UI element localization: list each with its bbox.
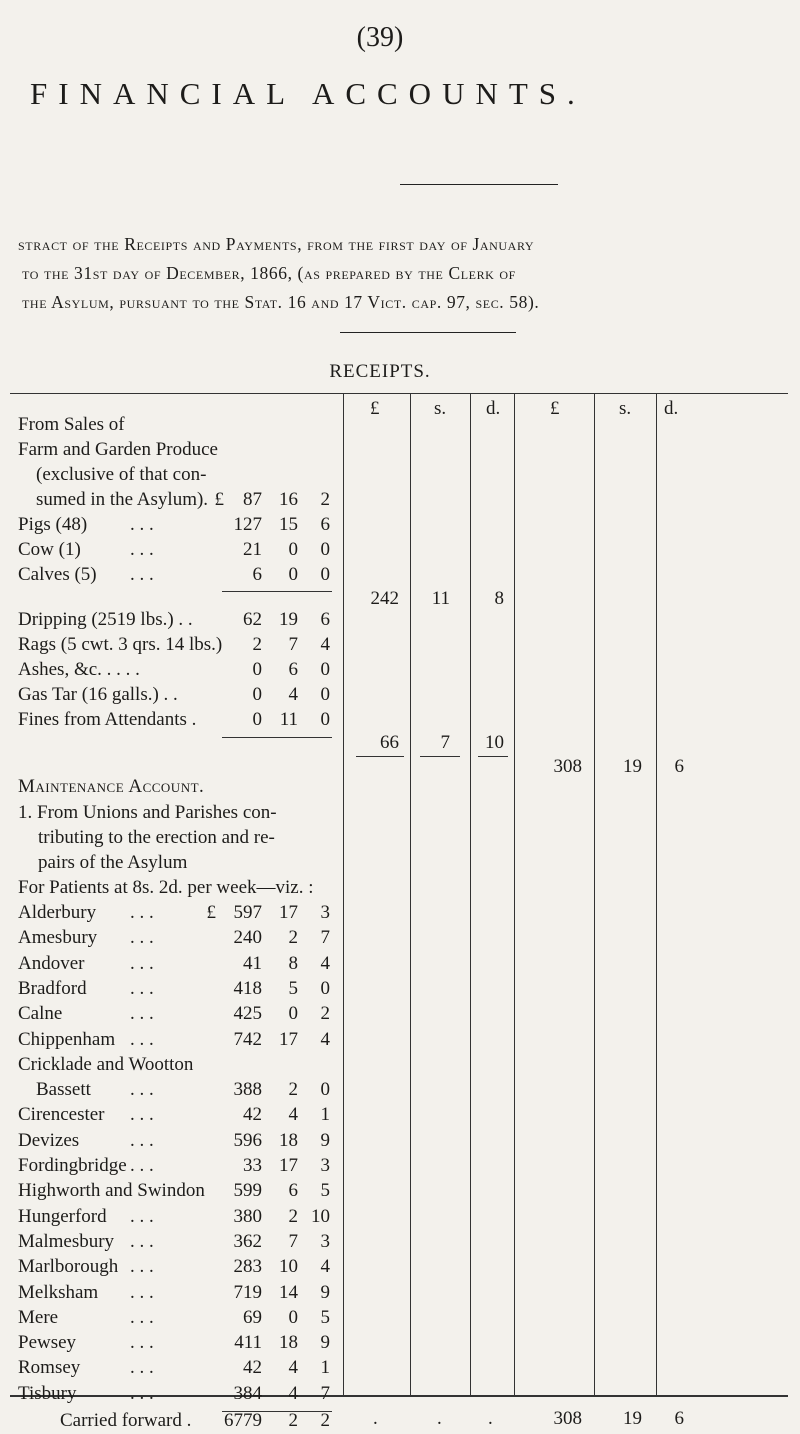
col-head-shillings: s. — [434, 398, 447, 419]
union-name: Alderbury — [18, 902, 97, 923]
carried-forward-mark: . — [488, 1408, 493, 1429]
union-pence: 3 — [320, 902, 330, 923]
union-shillings: 2 — [288, 927, 298, 949]
produce-total-pence: 8 — [494, 588, 504, 609]
subtotal-rule — [222, 591, 332, 592]
leader-dots: . . . — [130, 1129, 154, 1151]
intro-divider — [340, 332, 516, 333]
leader-dots: . . . — [130, 1155, 154, 1176]
sales-total-pence: 6 — [674, 756, 684, 777]
leader-dots: . . . — [130, 1003, 154, 1025]
union-row — [18, 1001, 348, 1027]
leader-dots: . . . — [130, 1104, 154, 1126]
union-shillings: 17 — [279, 1155, 298, 1176]
intro-line: the Asylum, pursuant to the Stat. 16 and 17 Vict. cap. 97, sec. 58). — [22, 292, 540, 312]
union-row — [18, 1027, 348, 1053]
union-row — [18, 1381, 348, 1407]
union-shillings: 8 — [288, 952, 298, 974]
union-pence: 3 — [320, 1155, 330, 1176]
carried-forward-total-pence: 6 — [674, 1408, 684, 1429]
union-shillings: 4 — [288, 1357, 298, 1379]
union-name: Fordingbridge — [18, 1155, 127, 1176]
misc-row: Rags (5 cwt. 3 qrs. 14 lbs.) 2 7 4 — [18, 634, 330, 655]
union-name: Tisbury — [18, 1382, 77, 1404]
union-row — [18, 1305, 348, 1331]
leader-dots: . . . — [130, 1028, 154, 1050]
union-pounds: 42 — [243, 1357, 262, 1379]
union-row — [18, 1153, 348, 1179]
col-head-shillings-total: s. — [619, 398, 632, 419]
union-shillings: 4 — [288, 1104, 298, 1126]
subtotal-rule — [356, 756, 404, 757]
union-name: Andover — [18, 952, 85, 974]
union-shillings: 17 — [279, 1028, 298, 1050]
union-shillings: 2 — [288, 1205, 298, 1227]
misc-row: Ashes, &c. . . . . 0 6 0 — [18, 659, 330, 680]
union-shillings: 0 — [288, 1003, 298, 1025]
union-shillings: 4 — [288, 1382, 298, 1404]
produce-row: Pigs (48) . . . 127 15 6 — [18, 514, 330, 535]
leader-dots: . . . — [130, 1332, 154, 1354]
leader-dots: . . . — [130, 902, 154, 923]
misc-row: Gas Tar (16 galls.) . . 0 4 0 — [18, 684, 330, 705]
union-row — [18, 1102, 348, 1128]
union-name: Calne — [18, 1003, 63, 1025]
union-row — [18, 1052, 348, 1078]
intro-paragraph — [18, 230, 539, 317]
union-shillings: 7 — [288, 1230, 298, 1252]
union-row — [18, 1204, 348, 1230]
sales-total-shillings: 19 — [623, 756, 642, 777]
union-pence: 7 — [320, 927, 330, 949]
leader-dots: . . . — [130, 1256, 154, 1278]
pound-sign: £ — [206, 902, 216, 923]
produce-row: Cow (1) . . . 21 0 0 — [18, 539, 330, 560]
union-row — [18, 900, 348, 926]
carried-forward-mark: . — [437, 1408, 442, 1429]
misc-total-shillings: 7 — [440, 732, 450, 753]
misc-row: Fines from Attendants . 0 11 0 — [18, 709, 330, 730]
column-rule — [594, 393, 595, 1395]
union-shillings: 10 — [279, 1256, 298, 1278]
union-name: Bassett — [36, 1079, 91, 1101]
union-row — [18, 925, 348, 951]
union-pence: 2 — [320, 1003, 330, 1025]
column-rule — [470, 393, 471, 1395]
union-name: Pewsey — [18, 1332, 77, 1354]
union-pence: 5 — [320, 1180, 330, 1202]
carried-forward-row: Carried forward . 6779 2 2 — [60, 1410, 330, 1431]
produce-row: Calves (5) . . . 6 0 0 — [18, 564, 330, 585]
union-pounds: 42 — [243, 1104, 262, 1126]
leader-dots: . . . — [130, 1281, 154, 1303]
leader-dots: . . . — [130, 927, 154, 949]
union-pence: 9 — [320, 1332, 330, 1354]
union-row — [18, 951, 348, 977]
union-pence: 1 — [320, 1357, 330, 1379]
union-shillings: 17 — [279, 902, 298, 923]
union-pence: 4 — [320, 1256, 330, 1278]
union-name: Hungerford — [18, 1205, 107, 1227]
union-name: Bradford — [18, 977, 87, 999]
union-row — [18, 1330, 348, 1356]
leader-dots: . . . — [130, 1306, 154, 1328]
union-pounds: 596 — [233, 1129, 262, 1151]
col-head-pounds-total: £ — [550, 398, 560, 419]
union-pence: 9 — [320, 1129, 330, 1151]
union-row — [18, 1280, 348, 1306]
union-pence: 0 — [320, 1079, 330, 1101]
union-pounds: 742 — [233, 1028, 262, 1050]
union-pounds: 425 — [233, 1003, 262, 1025]
union-name: Cirencester — [18, 1104, 105, 1126]
union-pounds: 362 — [233, 1230, 262, 1252]
union-pounds: 418 — [233, 977, 262, 999]
union-row — [18, 1178, 348, 1204]
union-pounds: 384 — [233, 1382, 262, 1404]
union-shillings: 0 — [288, 1306, 298, 1328]
union-pounds: 388 — [233, 1079, 262, 1101]
leader-dots: . . . — [130, 1357, 154, 1379]
union-name: Melksham — [18, 1281, 99, 1303]
union-pence: 5 — [320, 1306, 330, 1328]
union-row — [18, 1355, 348, 1381]
union-pounds: 240 — [233, 927, 262, 949]
title-divider — [400, 184, 558, 185]
produce-total-shillings: 11 — [431, 588, 450, 609]
union-row — [18, 1128, 348, 1154]
carried-forward-total-pounds: 308 — [553, 1408, 582, 1429]
intro-line: stract of the Receipts and Payments, from the first day of January — [18, 234, 535, 254]
union-shillings: 5 — [288, 977, 298, 999]
leader-dots: . . . — [130, 1205, 154, 1227]
column-rule — [514, 393, 515, 1395]
column-rule — [656, 393, 657, 1395]
union-name: Marlborough — [18, 1256, 119, 1278]
union-pounds: 411 — [234, 1332, 262, 1354]
union-shillings: 14 — [279, 1281, 298, 1303]
subtotal-rule — [420, 756, 460, 757]
union-name: Mere — [18, 1306, 59, 1328]
union-row — [18, 1229, 348, 1255]
column-rule — [410, 393, 411, 1395]
union-name: Malmesbury — [18, 1230, 115, 1252]
union-name: Highworth and Swindon — [18, 1180, 205, 1202]
union-pence: 7 — [320, 1382, 330, 1404]
produce-row: sumed in the Asylum). £ 87 16 2 — [36, 489, 330, 510]
union-pence: 3 — [320, 1230, 330, 1252]
leader-dots: . . . — [130, 1079, 154, 1101]
union-row — [18, 1077, 348, 1103]
union-name: Amesbury — [18, 927, 98, 949]
carried-forward-total-shillings: 19 — [623, 1408, 642, 1429]
table-top-rule — [10, 393, 788, 394]
union-pounds: 599 — [233, 1180, 262, 1202]
union-pounds: 69 — [243, 1306, 262, 1328]
union-pounds: 597 — [233, 902, 262, 923]
union-pence: 4 — [320, 1028, 330, 1050]
intro-line: to the 31st day of December, 1866, (as prepared by the Clerk of — [22, 263, 516, 283]
union-pounds: 41 — [243, 952, 262, 974]
leader-dots: . . . — [130, 977, 154, 999]
union-pence: 4 — [320, 952, 330, 974]
union-name: Devizes — [18, 1129, 80, 1151]
union-pence: 10 — [311, 1205, 330, 1227]
sales-total-pounds: 308 — [553, 756, 582, 777]
receipts-heading: RECEIPTS. — [329, 361, 431, 382]
union-pounds: 283 — [233, 1256, 262, 1278]
union-pence: 0 — [320, 977, 330, 999]
misc-total-pounds: 66 — [380, 732, 399, 753]
union-pence: 9 — [320, 1281, 330, 1303]
union-pounds: 380 — [233, 1205, 262, 1227]
misc-row: Dripping (2519 lbs.) . . 62 19 6 — [18, 609, 330, 630]
union-name: Romsey — [18, 1357, 81, 1379]
union-name: Cricklade and Wootton — [18, 1053, 194, 1075]
union-name: Chippenham — [18, 1028, 116, 1050]
leader-dots: . . . — [130, 952, 154, 974]
col-head-pence-total: d. — [664, 398, 679, 419]
union-row — [18, 976, 348, 1002]
leader-dots: . . . — [130, 1230, 154, 1252]
col-head-pence: d. — [486, 398, 501, 419]
union-shillings: 18 — [279, 1332, 298, 1354]
union-pounds: 33 — [243, 1155, 262, 1176]
page-number: (39) — [356, 22, 404, 53]
produce-total-pounds: 242 — [370, 588, 399, 609]
page-title: FINANCIAL ACCOUNTS. — [30, 76, 586, 111]
col-head-pounds: £ — [370, 398, 380, 419]
union-shillings: 18 — [279, 1129, 298, 1151]
subtotal-rule — [222, 737, 332, 738]
leader-dots: . . . — [130, 1382, 154, 1404]
union-row — [18, 1254, 348, 1280]
carried-forward-mark: . — [373, 1408, 378, 1429]
union-pounds: 719 — [233, 1281, 262, 1303]
misc-total-pence: 10 — [485, 732, 504, 753]
subtotal-rule — [478, 756, 508, 757]
union-pence: 1 — [320, 1104, 330, 1126]
union-shillings: 2 — [288, 1079, 298, 1101]
union-shillings: 6 — [288, 1180, 298, 1202]
